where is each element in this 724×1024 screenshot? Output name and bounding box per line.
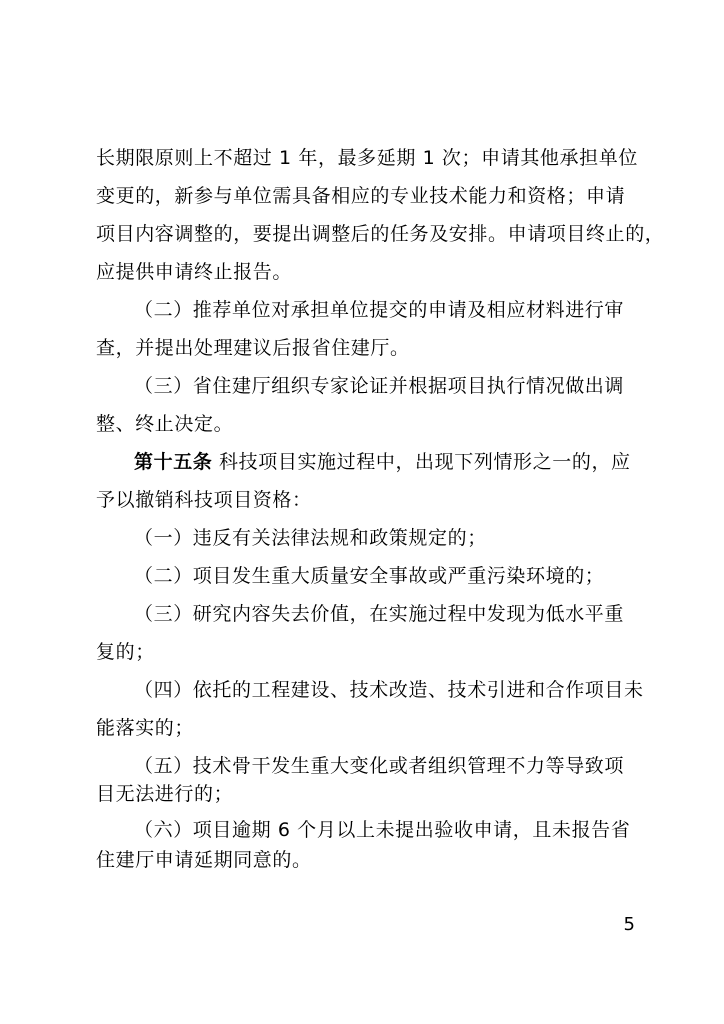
text-line: （三）研究内容失去价值，在实施过程中发现为低水平重 bbox=[134, 603, 625, 625]
text-line: 长期限原则上不超过 1 年，最多延期 1 次；申请其他承担单位 bbox=[96, 147, 638, 169]
text-line: 予以撤销科技项目资格： bbox=[96, 489, 312, 511]
text-line: 变更的，新参与单位需具备相应的专业技术能力和资格；申请 bbox=[96, 185, 626, 207]
article-heading: 第十五条 bbox=[134, 451, 213, 473]
text-line: （二）项目发生重大质量安全事故或严重污染环境的； bbox=[134, 565, 605, 587]
text-line: （一）违反有关法律法规和政策规定的； bbox=[134, 527, 487, 549]
text-line: 整、终止决定。 bbox=[96, 413, 234, 435]
text-line: （四）依托的工程建设、技术改造、技术引进和合作项目未 bbox=[134, 679, 644, 701]
text-line: 能落实的； bbox=[96, 717, 195, 739]
article-text: 科技项目实施过程中，出现下列情形之一的，应 bbox=[219, 451, 631, 473]
text-line: （二）推荐单位对承担单位提交的申请及相应材料进行审 bbox=[134, 299, 625, 321]
text-line: 住建厅申请延期同意的。 bbox=[96, 849, 312, 871]
text-line: 应提供申请终止报告。 bbox=[96, 261, 293, 283]
page-number: 5 bbox=[623, 914, 635, 935]
text-line: （三）省住建厅组织专家论证并根据项目执行情况做出调 bbox=[134, 375, 625, 397]
text-line: 查，并提出处理建议后报省住建厅。 bbox=[96, 337, 410, 359]
text-line: 项目内容调整的，要提出调整后的任务及安排。申请项目终止的， bbox=[96, 223, 665, 245]
text-line: （五）技术骨干发生重大变化或者组织管理不力等导致项 bbox=[134, 755, 625, 777]
text-line: （六）项目逾期 6 个月以上未提出验收申请，且未报告省 bbox=[134, 819, 631, 841]
text-line: 复的； bbox=[96, 641, 155, 663]
article-line bbox=[134, 450, 636, 474]
text-line: 目无法进行的； bbox=[96, 783, 234, 805]
